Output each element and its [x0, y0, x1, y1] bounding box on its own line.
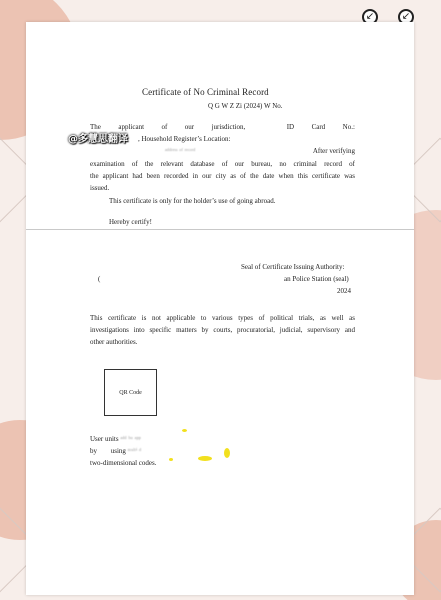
text-line: two-dimensional codes. — [90, 459, 157, 468]
text-line: investigations into specific matters by courts, procuratorial, judicial, supervisory and — [90, 326, 355, 335]
qr-code-placeholder — [104, 369, 157, 416]
seal-mark: ( — [98, 275, 101, 283]
text-line: issued. — [90, 184, 110, 193]
text-line: User units ᵃᵈᵈ ᵇᵘ ᵃᵖᵖ — [90, 435, 141, 443]
certificate-title: Certificate of No Criminal Record — [142, 87, 269, 97]
seal-authority-label: Seal of Certificate Issuing Authority: — [241, 263, 345, 271]
text-line: ᵃᵈᵈʳᵉˢˢ ᵒᶠ ʳᵉᶜᵒʳᵈ After verifying — [165, 147, 355, 156]
text-line: the applicant had been recorded in our city as of the date when this certificate was — [90, 171, 355, 180]
paragraph-usage: This certificate is only for the holder’s use of going abroad. — [109, 197, 276, 206]
seal-police-station: an Police Station (seal) — [284, 275, 349, 283]
highlight-spark — [224, 448, 230, 458]
reference-number: Q G W Z Zi (2024) W No. — [208, 102, 283, 110]
paragraph-notice — [90, 312, 355, 349]
text-line: The applicant of our jurisdiction, ID Card No.: — [90, 123, 355, 131]
text-line: , Household Register’s Location: — [138, 135, 231, 144]
paragraph-applicant — [90, 121, 355, 229]
footer-verification — [90, 433, 210, 470]
download-circle-icon[interactable]: ↙ — [398, 9, 414, 25]
page-fold-line — [26, 229, 414, 230]
highlight-spark — [198, 456, 212, 461]
text-line: examination of the relevant database of our bureau, no criminal record of — [90, 159, 355, 168]
text-line: This certificate is not applicable to various types of political trials, as well as — [90, 314, 355, 322]
qr-code-label: QR Code — [119, 389, 142, 396]
paragraph-certify: Hereby certify! — [109, 218, 152, 227]
text-line: by using ᵐᵘˡᵗⁱ ᵈ — [90, 447, 142, 456]
certificate-page — [26, 22, 414, 595]
download-circle-icon[interactable]: ↙ — [362, 9, 378, 25]
text-line: other authorities. — [90, 338, 138, 347]
highlight-spark — [182, 429, 187, 432]
seal-year: 2024 — [337, 287, 351, 295]
highlight-spark — [169, 458, 173, 461]
social-watermark: @多慧思翻译 — [68, 134, 128, 145]
